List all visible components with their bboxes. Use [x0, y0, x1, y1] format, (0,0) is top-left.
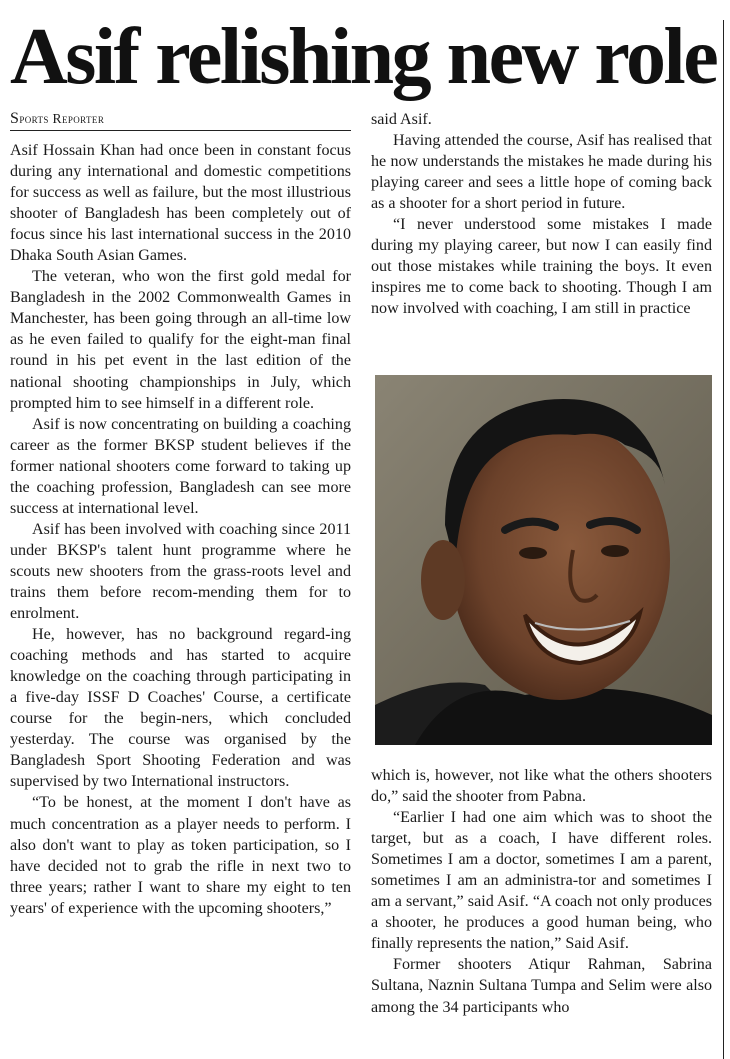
- paragraph: Asif Hossain Khan had once been in constant focus during any international and domestic competitions for success as well as failure, but the most illustrious shooter of Bangladesh has been completely out of focus since his last international success in the 2010 Dhaka South Asian Games.: [10, 142, 351, 265]
- right-column-bottom: [371, 765, 712, 1018]
- headline: Asif relishing new role: [10, 13, 717, 101]
- adjacent-page-edge: [726, 70, 730, 150]
- paragraph: said Asif.: [371, 111, 432, 128]
- portrait-illustration: [375, 375, 712, 745]
- paragraph: Having attended the course, Asif has realised that he now understands the mistakes he made during his playing career and sees a little hope of coming back as a shooter for a short period in future.: [371, 132, 712, 213]
- paragraph: He, however, has no background regard-ing coaching methods and has started to acquire knowledge on the coaching through participating in a five-day ISSF D Coaches' Course, a certificate course for the begin-ners, which concluded yesterday. The course was organised by the Bangladesh Sport Shooting Federation and was supervised by two International instructors.: [10, 626, 351, 791]
- paragraph: which is, however, not like what the others shooters do,” said the shooter from Pabna.: [371, 767, 712, 806]
- paragraph: “Earlier I had one aim which was to shoot the target, but as a coach, I have different roles. Sometimes I am a doctor, sometimes I am a parent, sometimes I am an administra-tor and sometimes I am a servant,” said Asif. “A coach not only produces a shooter, he produces a good human being, who finally represents the nation,” Said Asif.: [371, 809, 712, 953]
- paragraph: “I never understood some mistakes I made during my playing career, but now I can easily find out those mistakes while training the boys. It even inspires me to come back to shooting. Though I am now involved with coaching, I am still in practice: [371, 216, 712, 318]
- left-column: [10, 109, 351, 919]
- paragraph: Former shooters Atiqur Rahman, Sabrina Sultana, Naznin Sultana Tumpa and Selim were also among the 34 participants who: [371, 956, 712, 1016]
- paragraph: Asif is now concentrating on building a coaching career as the former BKSP student believes if the former national shooters come forward to taking up the coaching profession, Bangladesh can see more success at international level.: [10, 415, 351, 517]
- paragraph: The veteran, who won the first gold medal for Bangladesh in the 2002 Commonwealth Games in Manchester, has been going through an all-time low as he even failed to qualify for the eight-man final round in his pet event in the last edition of the national shooting championships in July, which prompted him to see himself in a different role.: [10, 268, 351, 412]
- paragraph: “To be honest, at the moment I don't have as much concentration as a player needs to perform. I also don't want to play as token participation, so I have decided not to grab the rifle in next two to three years; rather I want to share my eight to ten years' of experience with the upcoming shooters,”: [10, 794, 351, 917]
- paragraph: Asif has been involved with coaching since 2011 under BKSP's talent hunt programme where he scouts new shooters from the grass-roots level and trains them before recom-mending them for to enrolment.: [10, 520, 351, 623]
- portrait-photo: [375, 375, 712, 745]
- column-rule: [723, 20, 724, 1059]
- right-column-top: [371, 109, 712, 319]
- byline: Sports Reporter: [10, 109, 351, 131]
